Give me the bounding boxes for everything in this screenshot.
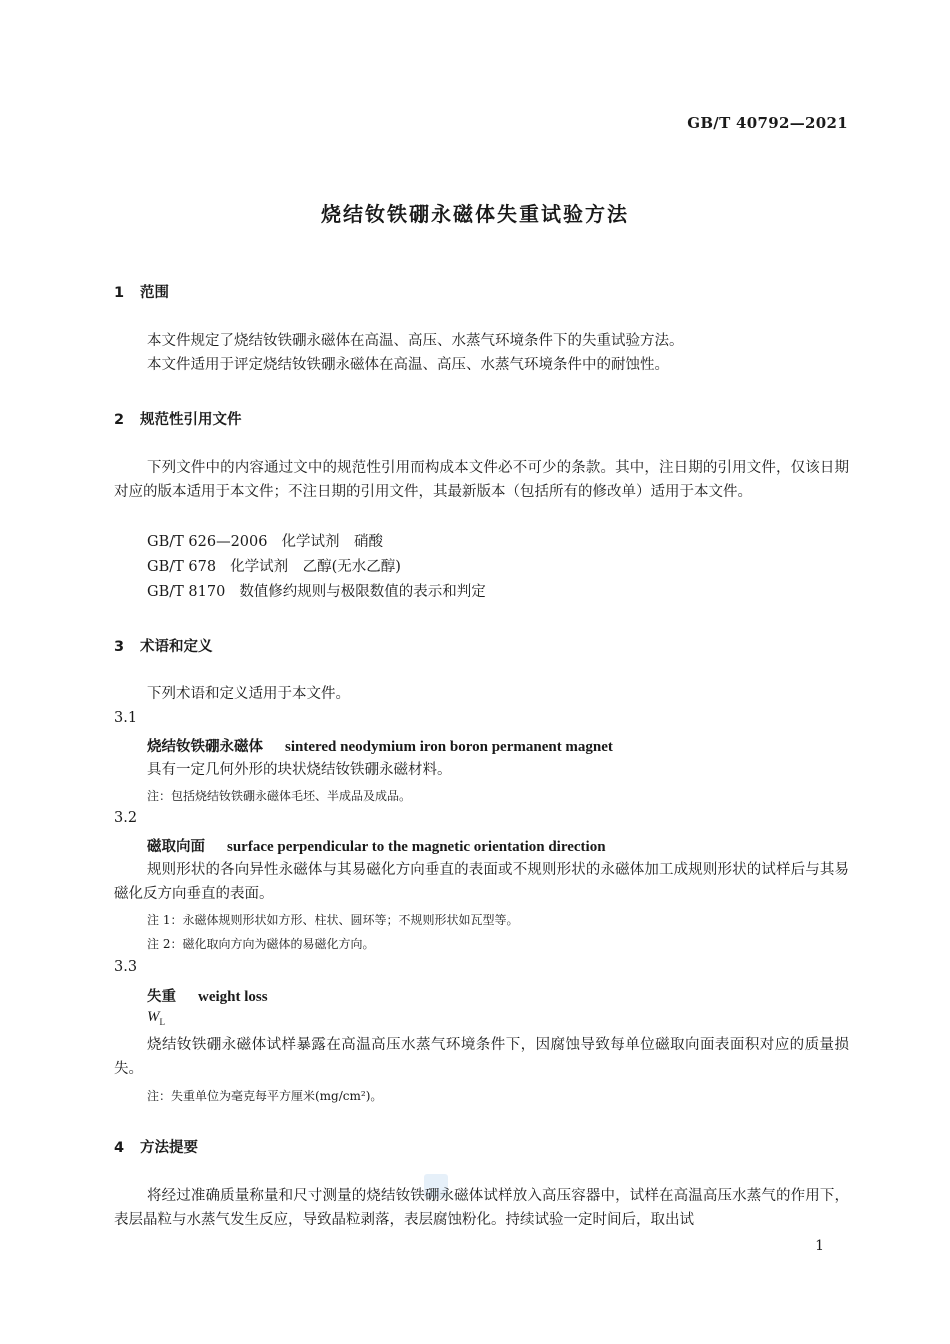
reference-title: 化学试剂 乙醇(无水乙醇) — [230, 559, 401, 575]
term-number: 3.2 — [114, 810, 138, 826]
term-definition: 烧结钕铁硼永磁体试样暴露在高温高压水蒸气环境条件下，因腐蚀导致每单位磁取向面表面积对应的质量损失。 — [114, 1037, 849, 1077]
term-chinese: 烧结钕铁硼永磁体 — [147, 739, 263, 755]
section-number: 4 — [114, 1140, 125, 1156]
note: 注 2：磁化取向方向为磁体的易磁化方向。 — [147, 937, 375, 951]
section-title: 术语和定义 — [140, 639, 213, 655]
reference-item — [147, 530, 383, 554]
term-definition: 规则形状的各向异性永磁体与其易磁化方向垂直的表面或不规则形状的永磁体加工成规则形状的试样后与其易磁化反方向垂直的表面。 — [114, 862, 849, 902]
reference-code: GB/T 626—2006 — [147, 534, 268, 550]
reference-item — [147, 580, 486, 604]
reference-code: GB/T 678 — [147, 559, 217, 575]
term-english: sintered neodymium iron boron permanent magnet — [285, 739, 613, 755]
document-title: 烧结钕铁硼永磁体失重试验方法 — [321, 202, 629, 226]
term-title — [147, 735, 613, 756]
reference-title: 化学试剂 硝酸 — [281, 534, 383, 550]
paragraph: 下列术语和定义适用于本文件。 — [147, 686, 350, 702]
term-number: 3.1 — [114, 710, 138, 726]
paragraph: 本文件适用于评定烧结钕铁硼永磁体在高温、高压、水蒸气环境条件中的耐蚀性。 — [147, 357, 669, 373]
paragraph: 本文件规定了烧结钕铁硼永磁体在高温、高压、水蒸气环境条件下的失重试验方法。 — [147, 333, 684, 349]
note: 注：失重单位为毫克每平方厘米(mg/cm²)。 — [147, 1089, 383, 1103]
term-number: 3.3 — [114, 959, 138, 975]
term-chinese: 磁取向面 — [147, 839, 205, 855]
term-english: surface perpendicular to the magnetic orientation direction — [227, 839, 606, 855]
paragraph: 将经过准确质量称量和尺寸测量的烧结钕铁硼永磁体试样放入高压容器中，试样在高温高压水蒸气的作用下，表层晶粒与水蒸气发生反应，导致晶粒剥落，表层腐蚀粉化。持续试验一定时间后，取出试 — [114, 1188, 849, 1228]
section-number: 2 — [114, 412, 125, 428]
section-3-heading — [114, 635, 213, 656]
term-symbol — [147, 1009, 165, 1027]
section-number: 1 — [114, 285, 125, 301]
symbol-subscript: L — [159, 1017, 165, 1027]
section-title: 范围 — [140, 285, 169, 301]
section-title: 规范性引用文件 — [140, 412, 242, 428]
term-definition: 具有一定几何外形的块状烧结钕铁硼永磁材料。 — [147, 762, 452, 778]
section-1-heading — [114, 281, 169, 302]
reference-item — [147, 555, 401, 579]
term-chinese: 失重 — [147, 989, 176, 1005]
paragraph: 下列文件中的内容通过文中的规范性引用而构成本文件必不可少的条款。其中，注日期的引用文件，仅该日期对应的版本适用于本文件；不注日期的引用文件，其最新版本（包括所有的修改单）适用于本文件。 — [114, 460, 849, 500]
section-number: 3 — [114, 639, 125, 655]
standard-number: GB/T 40792—2021 — [687, 114, 848, 132]
term-title — [147, 835, 606, 856]
section-title: 方法提要 — [140, 1140, 198, 1156]
note: 注：包括烧结钕铁硼永磁体毛坯、半成品及成品。 — [147, 789, 412, 803]
note: 注 1：永磁体规则形状如方形、柱状、圆环等；不规则形状如瓦型等。 — [147, 913, 519, 927]
term-english: weight loss — [198, 989, 268, 1005]
reference-code: GB/T 8170 — [147, 584, 226, 600]
page-number: 1 — [815, 1238, 824, 1254]
symbol-letter: W — [147, 1009, 160, 1025]
section-2-heading — [114, 408, 242, 429]
reference-title: 数值修约规则与极限数值的表示和判定 — [239, 584, 486, 600]
term-title — [147, 985, 268, 1006]
section-4-heading — [114, 1136, 198, 1157]
